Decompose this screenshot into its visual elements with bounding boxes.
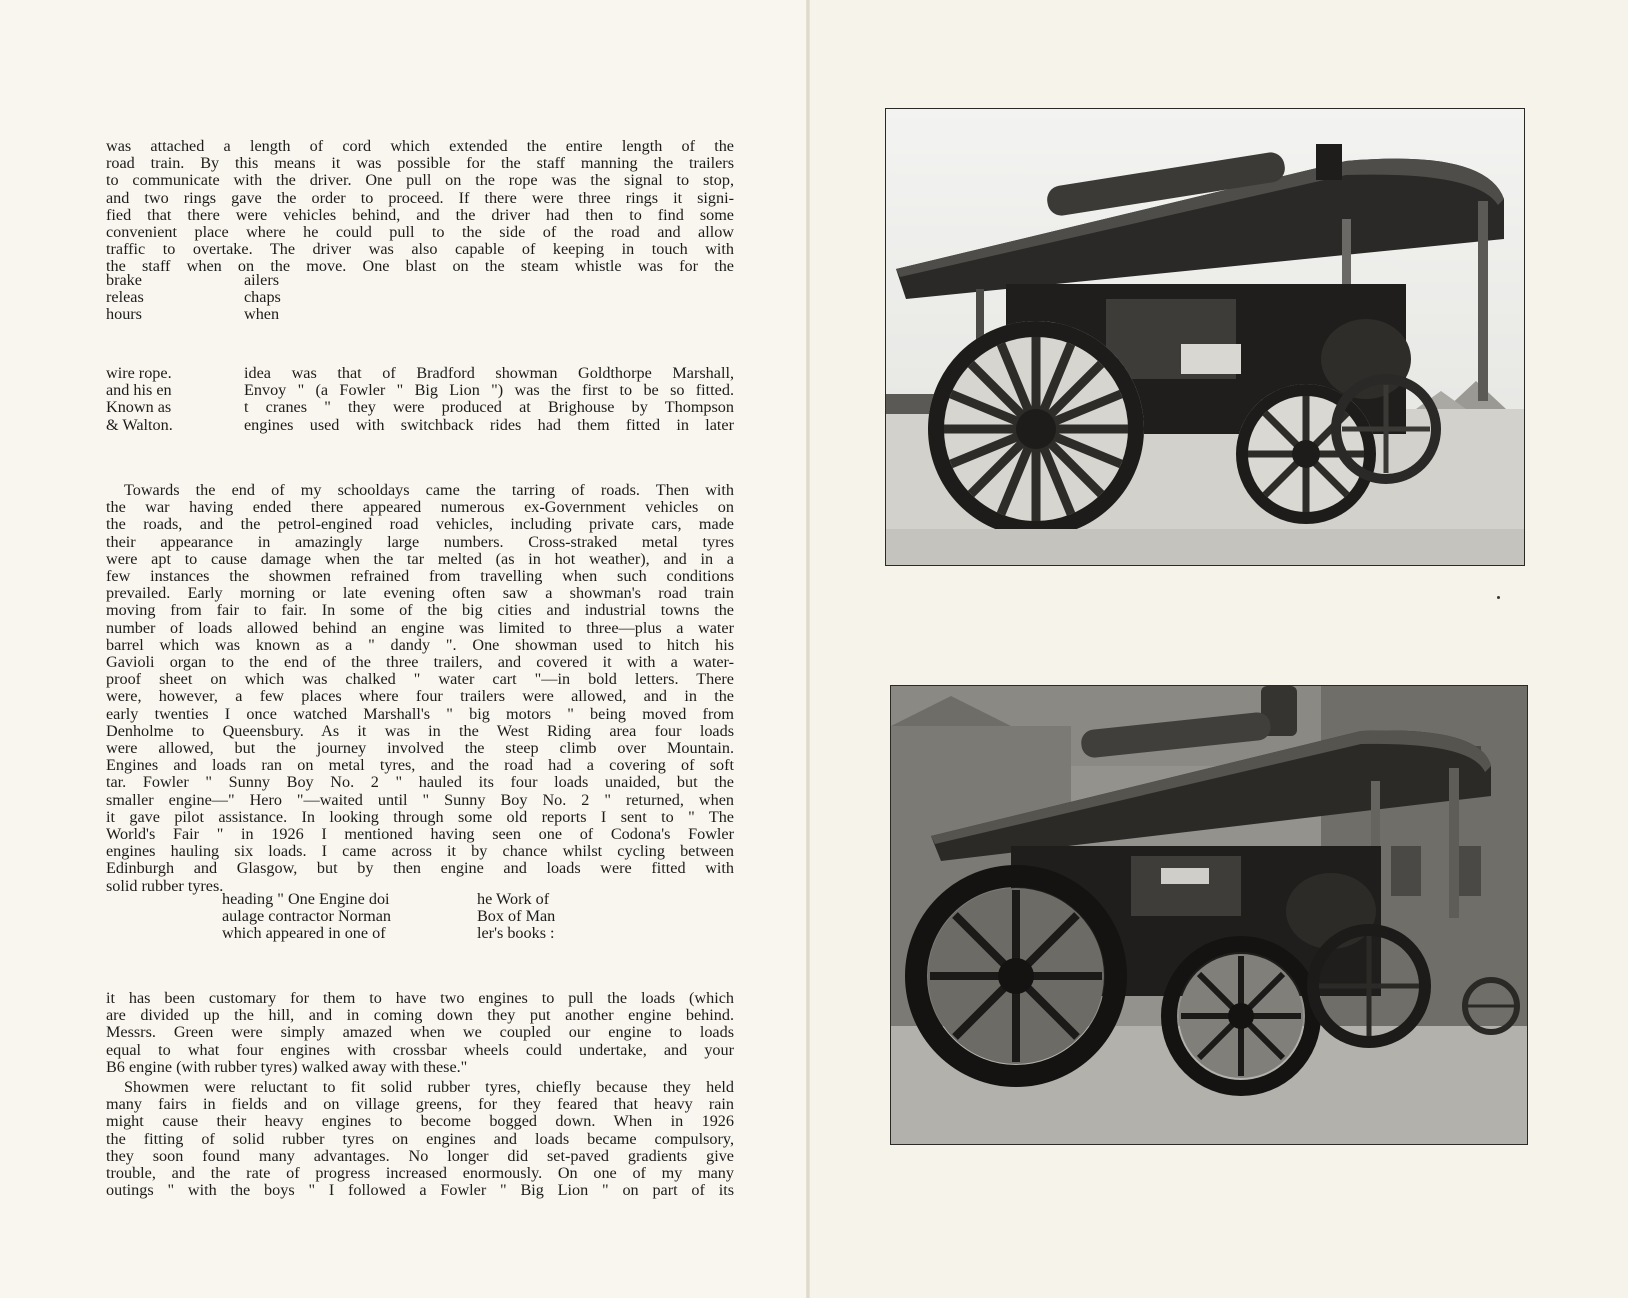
paragraph-road-train-signals [106,138,734,276]
text-line: idea was that of Bradford showman Goldthorpe Marshall, [244,364,734,382]
text-line: traffic to overtake. The driver was also capable of keeping in touch with [106,240,734,259]
fragment-column-left [106,365,173,434]
text-line: Denholme to Queensbury. As it was in the West Riding area four loads [106,721,734,740]
engine-illustration [891,686,1527,1144]
fragment-column-left [106,272,144,324]
text-line: Gavioli organ to the end of the three trailers, and covered it with a water- [106,653,734,672]
text-line: the roads, and the petrol-engined road vehicles, including private cars, made [106,515,734,534]
paragraph-rubber-tyres [106,1079,734,1199]
text-line: early twenties I once watched Marshall's " big motors " being moved from [106,704,734,723]
text-line: Engines and loads ran on metal tyres, and the road had a covering of soft [106,756,734,775]
fragment-column-left [222,891,391,943]
text-line: it has been customary for them to have two engines to pull the loads (which [106,989,734,1007]
text-line: were, however, a few places where four trailers were allowed, and in the [106,687,734,706]
text-line: proof sheet on which was chalked " water cart "—in bold letters. There [106,670,734,689]
text-fragment: wire rope. [106,364,172,382]
text-line: are divided up the hill, and in coming down they put another engine behind. [106,1006,734,1025]
text-fragment: Box of Man [477,907,556,926]
text-line: trouble, and the rate of progress increased enormously. On one of my many [106,1164,734,1183]
text-line: World's Fair " in 1926 I mentioned having seen one of Codona's Fowler [106,825,734,844]
text-line: Messrs. Green were simply amazed when we coupled our engine to loads [106,1023,734,1042]
fragment-column-right [244,365,734,434]
book-gutter [806,0,810,1298]
text-fragment: ler's books : [477,924,555,943]
quotation-paragraph [106,990,734,1076]
text-line: convenient place where he could pull to the side of the road and allow [106,223,734,242]
text-fragment: brake [106,271,142,289]
text-line: road train. By this means it was possible for the staff manning the trailers [106,154,734,173]
text-line: the fitting of solid rubber tyres on engines and loads became compulsory, [106,1129,734,1148]
text-line: to communicate with the driver. One pull on the rope was the signal to stop, [106,171,734,190]
text-line: the war having ended there appeared numerous ex-Government vehicles on [106,498,734,517]
text-line: t cranes " they were produced at Brighouse by Thompson [244,398,734,417]
text-line: tar. Fowler " Sunny Boy No. 2 " hauled its four loads unaided, but the [106,773,734,792]
photo-traction-engine-buildings [890,685,1528,1145]
text-line: Towards the end of my schooldays came the tarring of roads. Then with [124,481,734,499]
text-line: were apt to cause damage when the tar melted (as in hot weather), and in a [106,549,734,568]
paragraph-tarring-of-roads [106,482,734,895]
text-line: were allowed, but the journey involved the steep climb over Mountain. [106,739,734,758]
text-line: fied that there were vehicles behind, and the driver had then to find some [106,205,734,224]
text-line: Edinburgh and Glasgow, but by then engine and loads were fitted with [106,859,734,878]
text-fragment: Known as [106,398,172,417]
fragment-column-right [244,272,281,324]
text-line: barrel which was known as a " dandy ". One showman used to hitch his [106,635,734,654]
text-line: Envoy " (a Fowler " Big Lion ") was the first to be so fitted. [244,381,734,400]
text-line: might cause their heavy engines to become bogged down. When in 1926 [106,1112,734,1131]
engine-illustration [886,109,1524,565]
text-line: few instances the showmen refrained from travelling when such conditions [106,567,734,586]
text-line: number of loads allowed behind an engine was limited to three—plus a water [106,618,734,637]
text-line: smaller engine—" Hero "—waited until " Sunny Boy No. 2 " returned, when [106,790,734,809]
text-line: prevailed. Early morning or late evening often saw a showman's road train [106,584,734,603]
text-fragment: and his en [106,381,172,400]
text-fragment: chaps [244,288,281,307]
text-line: engines hauling six loads. I came across it by chance whilst cycling between [106,842,734,861]
text-fragment: when [244,305,280,324]
text-fragment: heading " One Engine doi [222,890,390,908]
text-line: engines used with switchback rides had them fitted in later [244,415,734,434]
text-line: solid rubber tyres. [106,876,224,895]
text-fragment: ailers [244,271,280,289]
photo-traction-engine-field [885,108,1525,566]
fragment-column-right [477,891,555,943]
text-line: outings " with the boys " I followed a Fowler " Big Lion " on part of its [106,1181,734,1200]
text-fragment: which appeared in one of [222,924,386,943]
text-line: their appearance in amazingly large numbers. Cross-straked metal tyres [106,532,734,551]
text-fragment: & Walton. [106,415,173,434]
print-speck [1497,596,1500,599]
text-fragment: releas [106,288,144,307]
text-line: moving from fair to fair. In some of the big cities and industrial towns the [106,601,734,620]
text-fragment: he Work of [477,890,550,908]
text-line: the staff when on the move. One blast on the steam whistle was for the [106,257,734,276]
text-fragment: aulage contractor Norman [222,907,391,926]
text-line: they soon found many advantages. No longer did set-paved gradients give [106,1146,734,1165]
text-line: B6 engine (with rubber tyres) walked away with these." [106,1057,468,1076]
text-line: Showmen were reluctant to fit solid rubber tyres, chiefly because they held [124,1078,734,1096]
text-line: it gave pilot assistance. In looking through some old reports I sent to " The [106,807,734,826]
text-line: and two rings gave the order to proceed. If there were three rings it signi- [106,188,734,207]
text-line: many fairs in fields and on village greens, for they feared that heavy rain [106,1095,734,1114]
text-line: was attached a length of cord which extended the entire length of the [106,137,734,155]
text-line: equal to what four engines with crossbar wheels could undertake, and your [106,1040,734,1059]
text-fragment: hours [106,305,142,324]
